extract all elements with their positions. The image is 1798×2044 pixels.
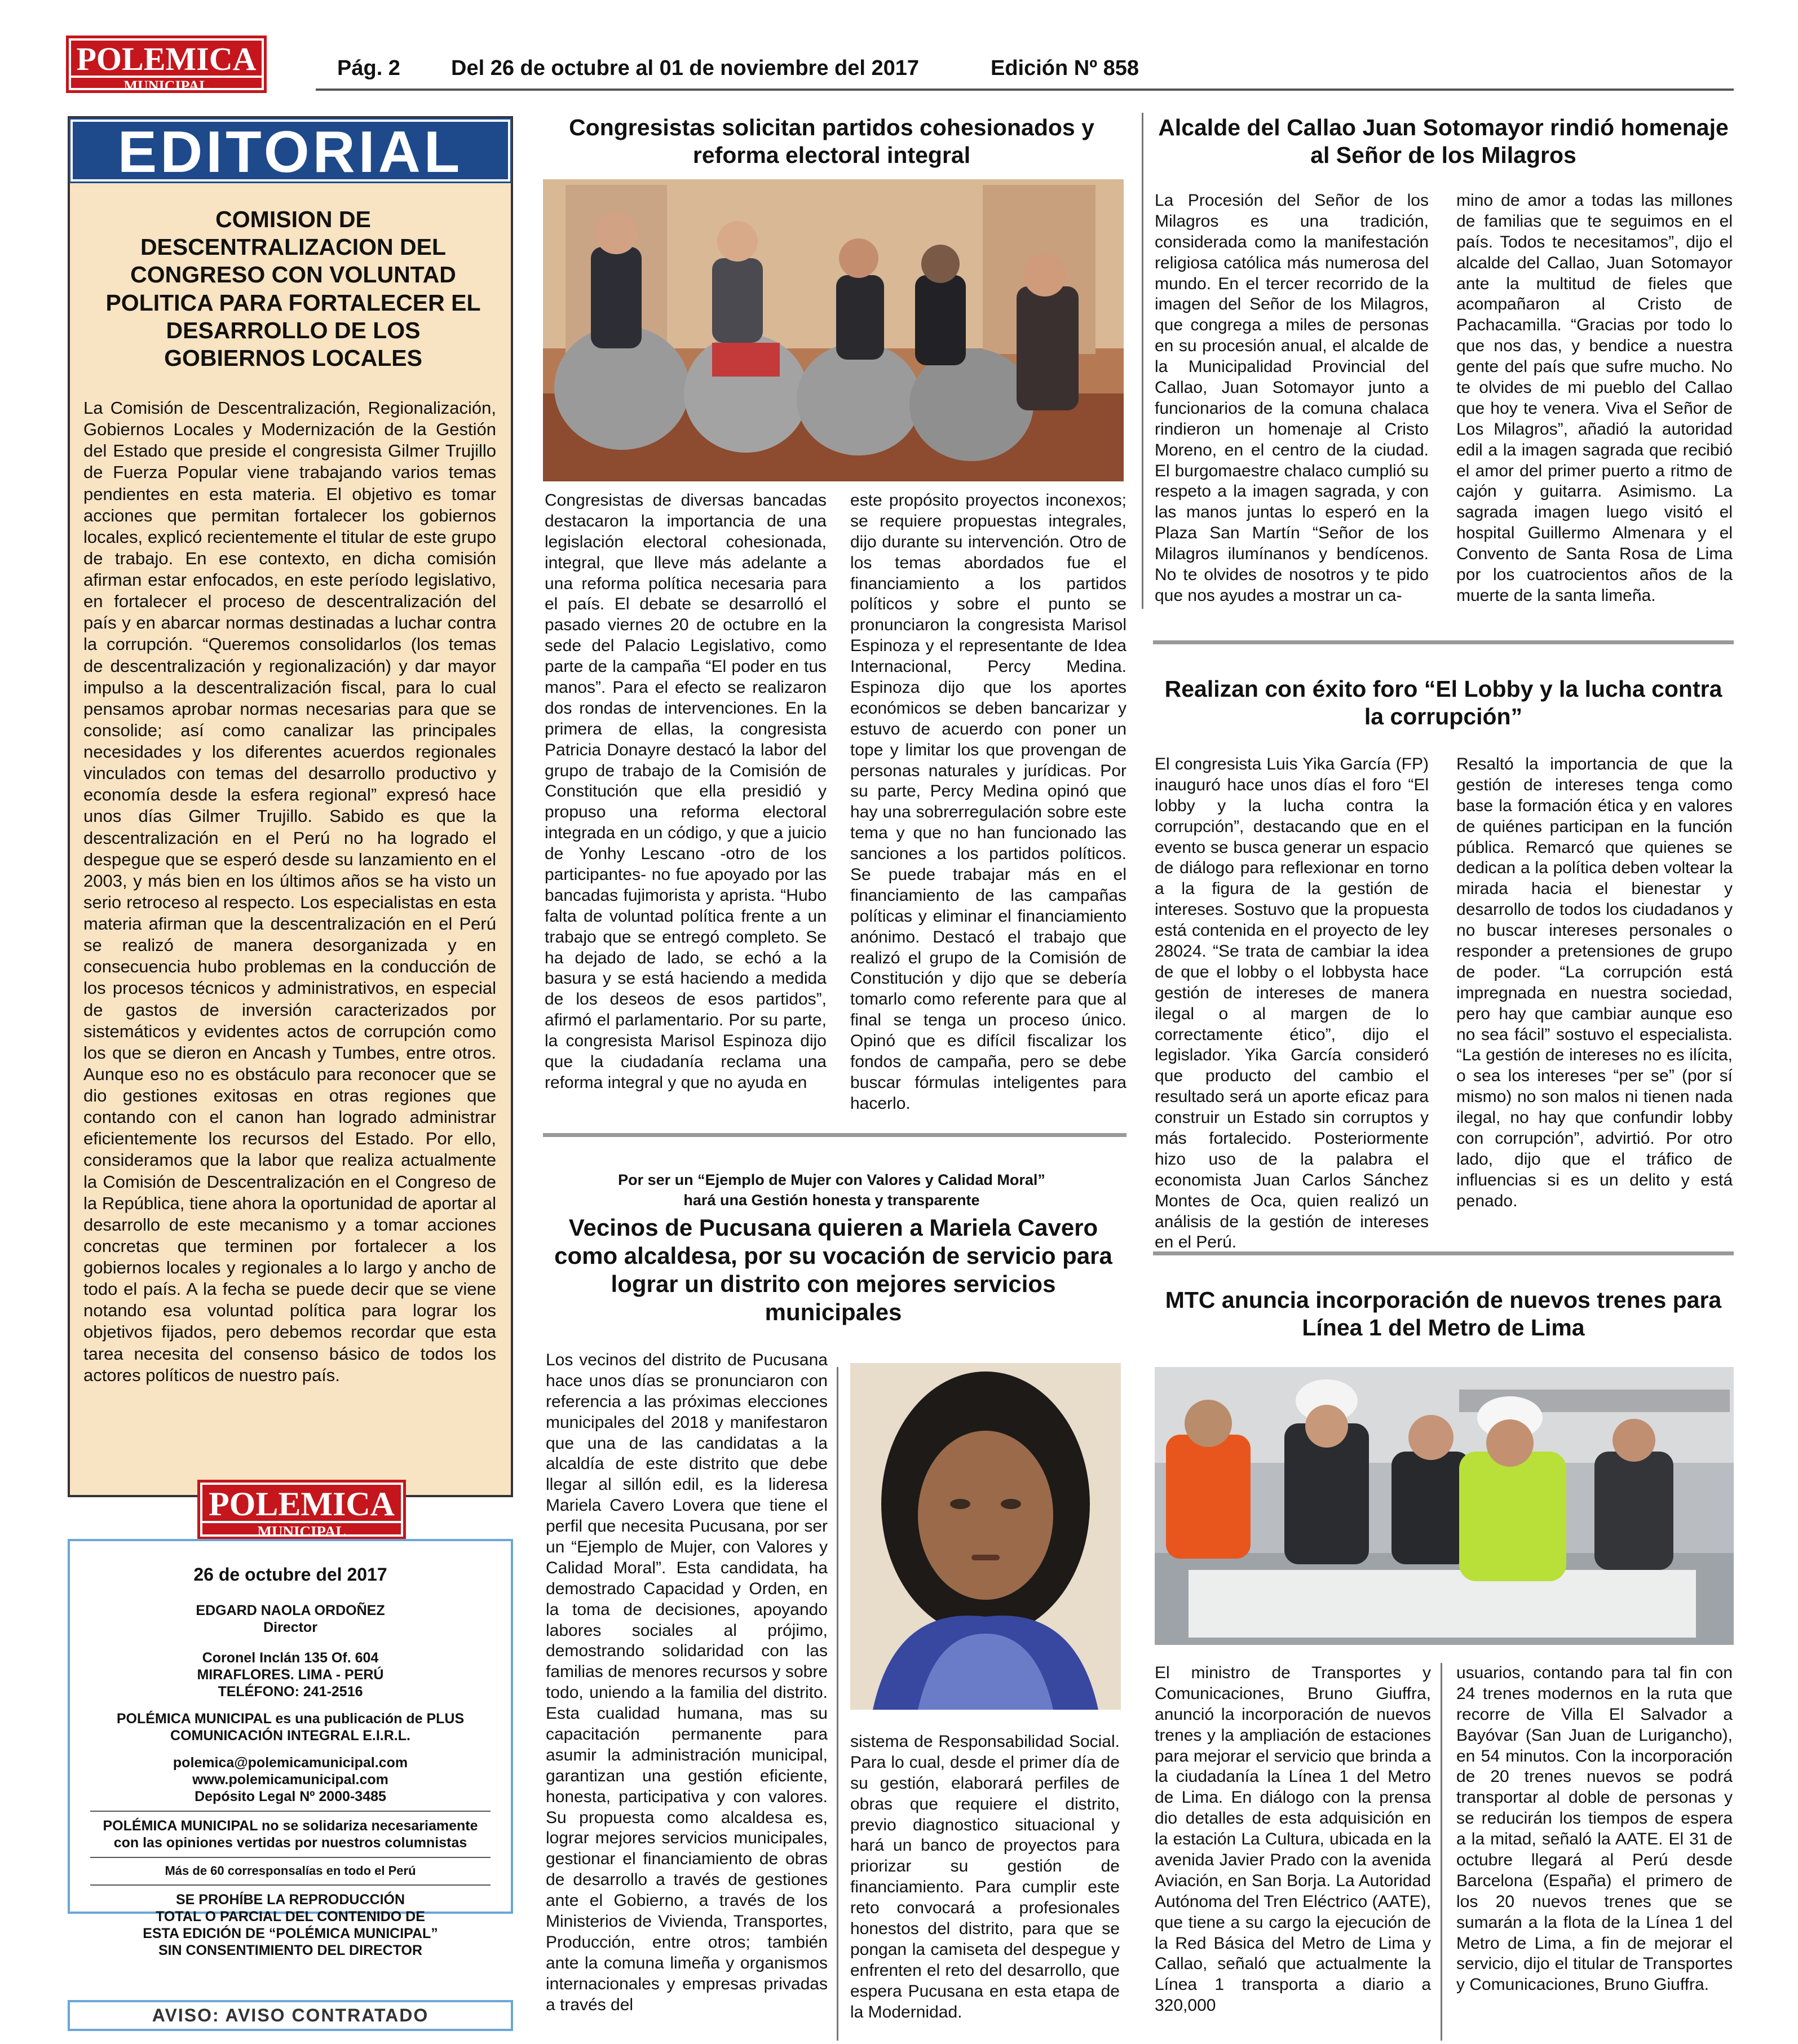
address-line2: MIRAFLORES. LIMA - PERÚ xyxy=(197,1667,384,1683)
article-pucusana-col2: sistema de Responsabilidad Social. Para lo cual, desde el primer día de su gestión, elaborará perfiles de obras que requiere el distrito, previo diagnostico situacional y hará un banco de proyectos para priorizar su gestión de financiamiento. Para cumplir este reto convocará a profesionales honestos del distrito, para que se pongan la camiseta del despegue y enfrenten el reto del desarrollo, que espera Pucusana en esta etapa de la Modernidad. xyxy=(850,1732,1120,2021)
congress-debate-photo xyxy=(543,179,1124,481)
masthead-box xyxy=(68,1539,513,1958)
editorial-title: COMISION DE DESCENTRALIZACION DEL CONGRESO CON VOLUNTAD POLITICA PARA FORTALECER EL DESARROLLO DE LOS GOBIERNOS LOCALES xyxy=(105,206,481,371)
phone: TELÉFONO: 241-2516 xyxy=(218,1684,363,1700)
publisher-line2: COMUNICACIÓN INTEGRAL E.I.R.L. xyxy=(170,1728,410,1744)
header-rule xyxy=(316,89,1734,91)
address-line1: Coronel Inclán 135 Of. 604 xyxy=(202,1650,379,1666)
prohibit-line1: SE PROHÍBE LA REPRODUCCIÓN xyxy=(175,1891,405,1908)
prohibit-line4: SIN CONSENTIMIENTO DEL DIRECTOR xyxy=(158,1942,423,1958)
edition-number: Edición Nº 858 xyxy=(991,56,1139,80)
page-number: Pág. 2 xyxy=(337,56,400,80)
director-role: Director xyxy=(263,1620,317,1636)
disclaimer-line1: POLÉMICA MUNICIPAL no se solidariza necesariamente xyxy=(103,1818,478,1834)
article-callao-col1: La Procesión del Señor de los Milagros es una tradición, considerada como la manifestación religiosa católica más numerosa del mundo. En el tercer recorrido de la imagen del Señor de los Milagros, que congrega a miles de personas en su procesión anual, el alcalde de la Municipalidad Provincial del Callao, Juan Sotomayor junto a funcionarios de la comuna chalaca rindieron un homenaje al Cristo Moreno, en el centro de la ciudad. El burgomaestre chalaco cumplió su respeto a la imagen sagrada, y con las manos juntas lo esperó en la Plaza San Martín “Señor de los Milagros ilumínanos y bendícenos. No te olvides de nosotros y te pido que nos ayudes a mostrar un ca- xyxy=(1155,191,1429,605)
metro-inspection-image xyxy=(1155,1367,1734,1645)
article-pucusana-col1: Los vecinos del distrito de Pucusana hace unos días se pronunciaron con referencia a las próximas elecciones municipales del 2018 y manifestaron que una de las candidatas a la alcaldía de este distrito que debe llegar al sillón edil, es la lideresa Mariela Cavero Lovera que tiene el perfil que necesita Pucusana, por ser un “Ejemplo de Mujer, con Valores y Calidad Moral”. Esta candidata, ha demostrado Capacidad y Orden, en la toma de decisiones, apoyando labores sociales al prójimo, demostrando solidaridad con las familias de menores recursos y sobre todo, uniendo a la familia del distrito. Esta cualidad humana, mas su capacitación permanente para asumir la administración municipal, garantizan una gestión eficiente, honesta, participativa y con valores. Su propuesta como alcaldesa es, lograr mejores servicios municipales, gestionar el financiamiento de obras de desarrollo a través de gestiones ante el Gobierno, a través de los Ministerios de Vivienda, Transportes, Producción, entre otros; también ante la comuna limeña y organismos internacionales y empresas privadas a través del xyxy=(546,1351,828,2014)
prohibit-line2: TOTAL O PARCIAL DEL CONTENIDO DE xyxy=(156,1908,425,1924)
header-logo-line1: POLEMICA xyxy=(76,41,257,77)
director-name: EDGARD NAOLA ORDOÑEZ xyxy=(196,1603,385,1619)
article-lobby-col2: Resaltó la importancia de que la gestión de intereses tenga como base la formación ética y en valores de quiénes participan en la función pública. Remarcó que quienes se dedican a la política deben voltear la mirada hacia el bienestar y desarrollo de todos los ciudadanos y no buscar intereses personales o responder a pretensiones de grupo de poder. “La corrupción está impregnada en nuestra sociedad, pero hay que cambiar aunque eso no sea fácil” sostuvo el especialista. “La gestión de intereses no es ilícita, o sea los intereses “per se” (por sí mismo) no son malos ni tienen nada ilegal, no hay que confundir lobby con corrupción”, advirtió. Por otro lado, dijo que el tráfico de influencias si es un delito y está penado. xyxy=(1456,755,1733,1210)
article-congresistas-col1: Congresistas de diversas bancadas destacaron la importancia de una legislación electoral cohesionada, integral, que lleve más adelante a una reforma política necesaria para el país. El debate se desarrolló el pasado viernes 20 de octubre en la sede del Palacio Legislativo, como parte de la campaña “El poder en tus manos”. Para el efecto se realizaron dos rondas de intervenciones. En la primera de ellas, la congresista Patricia Donayre destacó la labor del grupo de trabajo de la Comisión de Constitución que ella presidió y propuso una reforma electoral integrada en un código, y que a juicio de Yonhy Lescano -otro de los participantes- no fue apoyado por las bancadas fujimorista y aprista. “Hubo falta de voluntad política frente a un trabajo que se entregó completo. Se ha dejado de lado, se echó a la basura y se está haciendo a medida de los deseos de esos partidos”, afirmó el parlamentario. Por su parte, la congresista Marisol Espinoza dijo que la ciudadanía reclama una reforma integral y que no ayuda en xyxy=(545,491,827,1092)
metro-inspection-photo xyxy=(1155,1367,1734,1645)
article-congresistas-col2: este propósito proyectos inconexos; se requiere propuestas integrales, dijo durante su intervención. Otro de los temas abordados fue el financiamiento a los partidos políticos y sobre el punto se pronunciaron la congresista Marisol Espinoza y el representante de Idea Internacional, Percy Medina. Espinoza dijo que los aportes económicos se deben bancarizar y estuvo de acuerdo con poner un tope y limitar los que provengan de personas naturales y jurídicas. Por su parte, Percy Medina opinó que hay una sobrerregulación sobre este tema y que no han funcionado las sanciones a los partidos políticos. Se puede trabajar más en el financiamiento de las campañas políticas y eliminar el financiamiento anónimo. Destacó el trabajo que realizó el grupo de la Comisión de Constitución y dijo que se debería tomarlo como referente para que al final se tenga un proceso único. Opinó que es difícil fiscalizar los fondos de campaña, pero se debe buscar fórmulas inteligentes para hacerlo. xyxy=(850,491,1126,1113)
editorial-body: La Comisión de Descentralización, Regionalización, Gobiernos Locales y Modernización de la Gestión del Estado que preside el congresista Gilmer Trujillo de Fuerza Popular viene trabajando varios temas pendientes en esta materia. El objetivo es tomar acciones que permitan fortalecer los gobiernos locales, explicó recientemente el titular de este grupo de trabajo. En ese contexto, en dicha comisión afirman estar enfocados, en este período legislativo, en fortalecer el proceso de descentralización del país y en abarcar normas destinadas a luchar contra la corrupción. “Queremos consolidarlos (los temas de descentralización y regionalización) y dar mayor impulso a la descentralización fiscal, para lo cual pensamos aprobar normas necesarias para que se consolide; así como canalizar las principales necesidades y los diferentes acuerdos regionales vinculados con temas del desarrollo productivo y economía desde la esfera regional” expresó hace unos días Gilmer Trujillo. Sabido es que la descentralización en el Perú no ha logrado el despegue que se esperó desde su lanzamiento en el 2003, y más bien en los últimos años se ha visto un serio retroceso al respecto. Los especialistas en esta materia afirman que la descentralización en el Perú se realizó de manera desorganizada y en consecuencia hubo problemas en la conducción de los procesos técnicos y administrativos, en especial de gastos de inversión caracterizados por sistemáticos y evidentes actos de corrupción como los que se dieron en Ancash y Tumbes, entre otros. Aunque eso no es obstáculo para reconocer que se dio gestiones exitosas en otras regiones que contando con el canon han logrado administrar eficientemente los recursos del Estado. Por ello, consideramos que la labor que realiza actualmente la Comisión de Descentralización en el Congreso de la República, tiene ahora la oportunidad de aportar al desarrollo de este mecanismo y a tomar acciones concretas que terminen por fortalecer a los gobiernos locales y regionales a lo largo y ancho de todo el país. A la fecha se puede decir que se viene notando esa voluntad política para lograr los objetivos fijados, pero debemos recordar que esta tarea necesita del consenso básico de todos los actores políticos de nuestro país. xyxy=(83,398,496,1385)
masthead-divider xyxy=(90,1857,491,1858)
masthead-logo-line2: MUNICIPAL xyxy=(202,1521,401,1539)
column-rule xyxy=(837,1367,838,2041)
correspondents: Más de 60 corresponsalías en todo el Perú xyxy=(165,1864,416,1878)
editorial-banner: EDITORIAL xyxy=(70,120,510,182)
article-congresistas-headline: Congresistas solicitan partidos cohesionados y reforma electoral integral xyxy=(569,114,1094,168)
email[interactable]: polemica@polemicamunicipal.com xyxy=(173,1755,408,1771)
article-callao-headline: Alcalde del Callao Juan Sotomayor rindió homenaje al Señor de los Milagros xyxy=(1158,114,1729,168)
section-separator xyxy=(1153,1251,1734,1255)
article-pucusana-headline: Vecinos de Pucusana quieren a Mariela Cavero como alcaldesa, por su vocación de servicio para lograr un distrito con mejores servicios municipales xyxy=(554,1214,1112,1325)
article-pucusana-kicker-line2: hará una Gestión honesta y transparente xyxy=(683,1192,980,1209)
publisher-line1: POLÉMICA MUNICIPAL es una publicación de PLUS xyxy=(116,1711,465,1727)
aviso-banner: AVISO: AVISO CONTRATADO xyxy=(68,2000,513,2031)
article-lobby-headline: Realizan con éxito foro “El Lobby y la lucha contra la corrupción” xyxy=(1164,676,1722,729)
article-mtc-col2: usuarios, contando para tal fin con 24 trenes modernos en la ruta que recorre de Villa El Salvador a Bayóvar (San Juan de Lurigancho), en 54 minutos. Con la incorporación de 20 trenes nuevos se podrá transportar al doble de personas y se reducirán los tiempos de espera a la mitad, señaló la AATE. El 31 de octubre llegará al Perú desde Barcelona (España) el primero de los 20 nuevos trenes que se sumarán a la flota de la Línea 1 del Metro de Lima, a fin de mejorar el servicio, dijo el titular de Transportes y Comunicaciones, Bruno Giuffra. xyxy=(1456,1663,1733,1994)
masthead-date: 26 de octubre del 2017 xyxy=(193,1564,387,1585)
section-separator xyxy=(543,1133,1126,1137)
article-pucusana-kicker-line1: Por ser un “Ejemplo de Mujer con Valores y Calidad Moral” xyxy=(618,1171,1045,1188)
masthead-divider xyxy=(90,1811,491,1812)
issue-dates: Del 26 de octubre al 01 de noviembre del 2017 xyxy=(451,56,920,80)
section-separator xyxy=(1153,640,1734,644)
article-mtc-col1: El ministro de Transportes y Comunicaciones, Bruno Giuffra, anunció la incorporación de nuevos trenes y la ampliación de estaciones para mejorar el servicio que brinda a la ciudadanía la Línea 1 del Metro de Lima. En diálogo con la prensa dio detalles de esta adquisición en la estación La Cultura, ubicada en la avenida Javier Prado con la avenida Aviación, en San Borja. La Autoridad Autónoma del Tren Eléctrico (AATE), que tiene a su cargo la ejecución de la Red Básica del Metro de Lima y Callao, señaló que actualmente la Línea 1 transporta a diario a 320,000 xyxy=(1155,1663,1431,2015)
candidate-portrait-image xyxy=(850,1363,1121,1710)
candidate-portrait xyxy=(850,1363,1121,1710)
prohibit-line3: ESTA EDICIÓN DE “POLÉMICA MUNICIPAL” xyxy=(143,1925,438,1941)
disclaimer-line2: con las opiniones vertidas por nuestros columnistas xyxy=(113,1835,467,1851)
column-rule xyxy=(1142,113,1143,609)
article-lobby-col1: El congresista Luis Yika García (FP) inauguró hace unos días el foro “El lobby y la lucha contra la corrupción”, destacando que en el evento se busca generar un espacio de diálogo para reflexionar en torno a la figura de la gestión de intereses. Sostuvo que la propuesta está contenida en el proyecto de ley 28024. “Se trata de cambiar la idea de que el lobby o el lobbysta hace gestión de intereses de manera ilegal o al margen de lo correctamente ético”, dijo el legislador. Yika García consideró que producto del cambio el resultado será un aporte eficaz para construir un Estado sin corruptos y más fortalecido. Posteriormente hizo uso de la palabra el economista Juan Carlos Sánchez Montes de Oca, quien realizó un análisis de la gestión de intereses en el Perú. xyxy=(1155,755,1429,1252)
congress-debate-image xyxy=(543,179,1124,481)
masthead-divider xyxy=(90,1884,491,1886)
website[interactable]: www.polemicamunicipal.com xyxy=(192,1772,388,1788)
article-callao-col2: mino de amor a todas las millones de familias que te seguimos en el país. Todos te necesitamos”, dijo el alcalde del Callao, Juan Sotomayor ante la multitud de fieles que acompañaron al Cristo de Pachacamilla. “Gracias por todo lo que nos das, y bendice a nuestra gente del país que sufre mucho. No te olvides de mi pueblo del Callao que hoy te venera. Viva el Señor de Los Milagros”, añadió la autoridad edil a la imagen sagrada que recibió el amor del primer puerto a ritmo de cajón y guitarra. Asimismo. La sagrada imagen luego visitó el hospital Guillermo Almenara y el Convento de Santa Rosa de Lima por los cuatrocientos años de la muerte de la santa limeña. xyxy=(1456,191,1733,605)
masthead-logo xyxy=(200,1483,403,1540)
column-rule xyxy=(1441,1663,1442,2041)
masthead-logo-line1: POLEMICA xyxy=(209,1485,395,1523)
article-mtc-headline: MTC anuncia incorporación de nuevos trenes para Línea 1 del Metro de Lima xyxy=(1165,1287,1722,1340)
header-logo[interactable] xyxy=(69,38,264,94)
legal-deposit: Depósito Legal Nº 2000-3485 xyxy=(195,1789,386,1805)
header-logo-line2: MUNICIPAL xyxy=(71,76,262,94)
